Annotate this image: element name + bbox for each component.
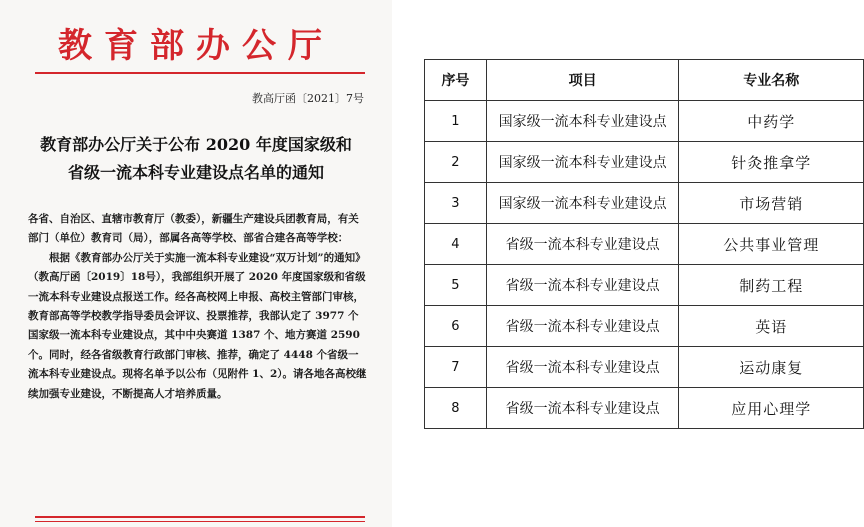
table-row bbox=[425, 388, 864, 429]
cell-major: 应用心理学 bbox=[679, 388, 864, 429]
cell-index: 8 bbox=[425, 388, 487, 429]
cell-major: 制药工程 bbox=[679, 265, 864, 306]
cell-index: 5 bbox=[425, 265, 487, 306]
cell-major: 市场营销 bbox=[679, 183, 864, 224]
cell-major: 运动康复 bbox=[679, 347, 864, 388]
cell-index: 4 bbox=[425, 224, 487, 265]
document-letterhead: 教育部办公厅 bbox=[58, 26, 334, 66]
cell-project: 省级一流本科专业建设点 bbox=[486, 224, 679, 265]
cell-project: 省级一流本科专业建设点 bbox=[486, 347, 679, 388]
document-title bbox=[0, 131, 392, 187]
table-row bbox=[425, 183, 864, 224]
document-paragraph: 根据《教育部办公厅关于实施一流本科专业建设“双万计划”的通知》（教高厅函〔2019〕18号），我部组织开展了 2020 年度国家级和省级一流本科专业建设点报送工作。经各高校网上申报、高校主管部门审核，教育部高等学校教学指导委员会评议、投票推荐，我部认定了 3977 个国家级一流本科专业建设点，其中中央赛道 1387 个、地方赛道 2590 个。同时，经各省级教育行政部门审核、推荐，确定了 4448 个省级一流本科专业建设点。现将名单予以公布（见附件 1、2）。请各地各高校继续加强专业建设，不断提高人才培养质量。 bbox=[28, 251, 367, 400]
table-row bbox=[425, 224, 864, 265]
cell-project: 国家级一流本科专业建设点 bbox=[486, 101, 679, 142]
cell-index: 6 bbox=[425, 306, 487, 347]
document-body bbox=[28, 210, 368, 404]
cell-index: 1 bbox=[425, 101, 487, 142]
cell-project: 省级一流本科专业建设点 bbox=[486, 265, 679, 306]
table-header-row bbox=[425, 60, 864, 101]
table-row bbox=[425, 265, 864, 306]
cell-project: 国家级一流本科专业建设点 bbox=[486, 183, 679, 224]
document-addressee: 各省、自治区、直辖市教育厅（教委），新疆生产建设兵团教育局，有关部门（单位）教育司（局），部属各高等学校、部省合建各高等学校： bbox=[28, 213, 359, 245]
cell-major: 公共事业管理 bbox=[679, 224, 864, 265]
cell-major: 英语 bbox=[679, 306, 864, 347]
letterhead-rule bbox=[35, 72, 365, 74]
footer-rule-thin bbox=[35, 521, 365, 522]
scanned-document bbox=[0, 0, 392, 527]
cell-project: 国家级一流本科专业建设点 bbox=[486, 142, 679, 183]
cell-project: 省级一流本科专业建设点 bbox=[486, 306, 679, 347]
cell-index: 7 bbox=[425, 347, 487, 388]
footer-rule bbox=[35, 516, 365, 518]
header-project: 项目 bbox=[486, 60, 679, 101]
table-row bbox=[425, 347, 864, 388]
table-row bbox=[425, 142, 864, 183]
cell-index: 3 bbox=[425, 183, 487, 224]
table-row bbox=[425, 101, 864, 142]
document-title-line2: 省级一流本科专业建设点名单的通知 bbox=[67, 163, 324, 182]
document-number: 教高厅函〔2021〕7号 bbox=[252, 92, 364, 105]
table-body bbox=[425, 101, 864, 429]
cell-index: 2 bbox=[425, 142, 487, 183]
cell-major: 中药学 bbox=[679, 101, 864, 142]
table-row bbox=[425, 306, 864, 347]
header-index: 序号 bbox=[425, 60, 487, 101]
majors-table bbox=[424, 59, 864, 429]
header-major: 专业名称 bbox=[679, 60, 864, 101]
cell-major: 针灸推拿学 bbox=[679, 142, 864, 183]
document-title-line1: 教育部办公厅关于公布 2020 年度国家级和 bbox=[40, 135, 352, 154]
cell-project: 省级一流本科专业建设点 bbox=[486, 388, 679, 429]
